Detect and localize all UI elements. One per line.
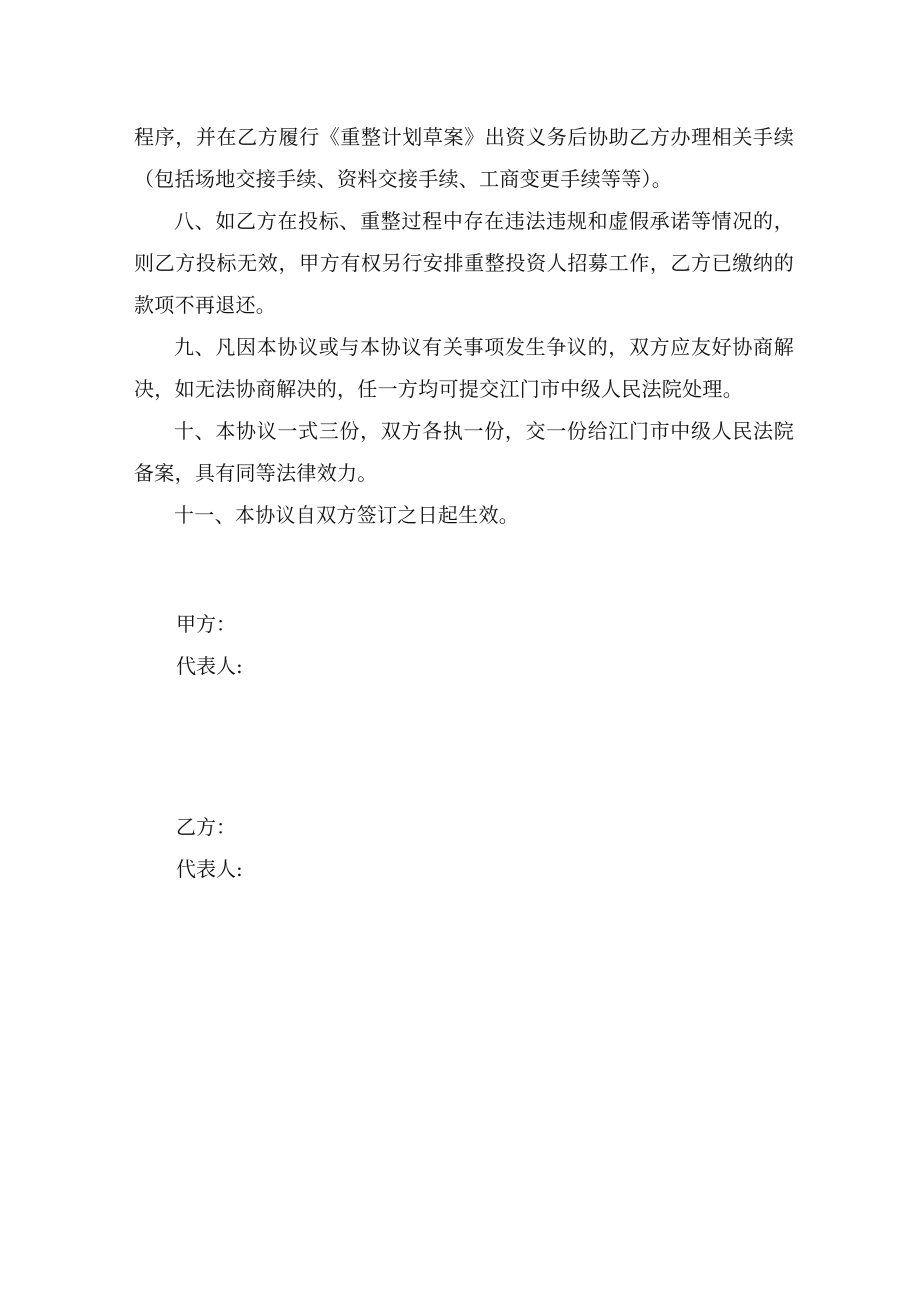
paragraph-continued: 程序，并在乙方履行《重整计划草案》出资义务后协助乙方办理相关手续（包括场地交接手续、资料交接手续、工商变更手续等等）。 (134, 125, 794, 191)
paragraph-clause-11: 十一、本协议自双方签订之日起生效。 (174, 503, 520, 527)
paragraph-clause-9: 九、凡因本协议或与本协议有关事项发生争议的，双方应友好协商解决，如无法协商解决的，任一方均可提交江门市中级人民法院处理。 (134, 335, 794, 401)
agreement-body (134, 116, 794, 536)
party-b-label: 乙方： (176, 815, 236, 839)
party-b-representative-label: 代表人: (176, 857, 243, 881)
party-b-signature-block (176, 806, 243, 890)
party-a-representative-label: 代表人: (176, 654, 243, 678)
paragraph-clause-8: 八、如乙方在投标、重整过程中存在违法违规和虚假承诺等情况的，则乙方投标无效，甲方有权另行安排重整投资人招募工作，乙方已缴纳的款项不再退还。 (134, 209, 794, 317)
party-a-signature-block (176, 603, 243, 687)
paragraph-clause-10: 十、本协议一式三份，双方各执一份，交一份给江门市中级人民法院备案，具有同等法律效力。 (134, 419, 794, 485)
party-a-label: 甲方： (176, 612, 236, 636)
